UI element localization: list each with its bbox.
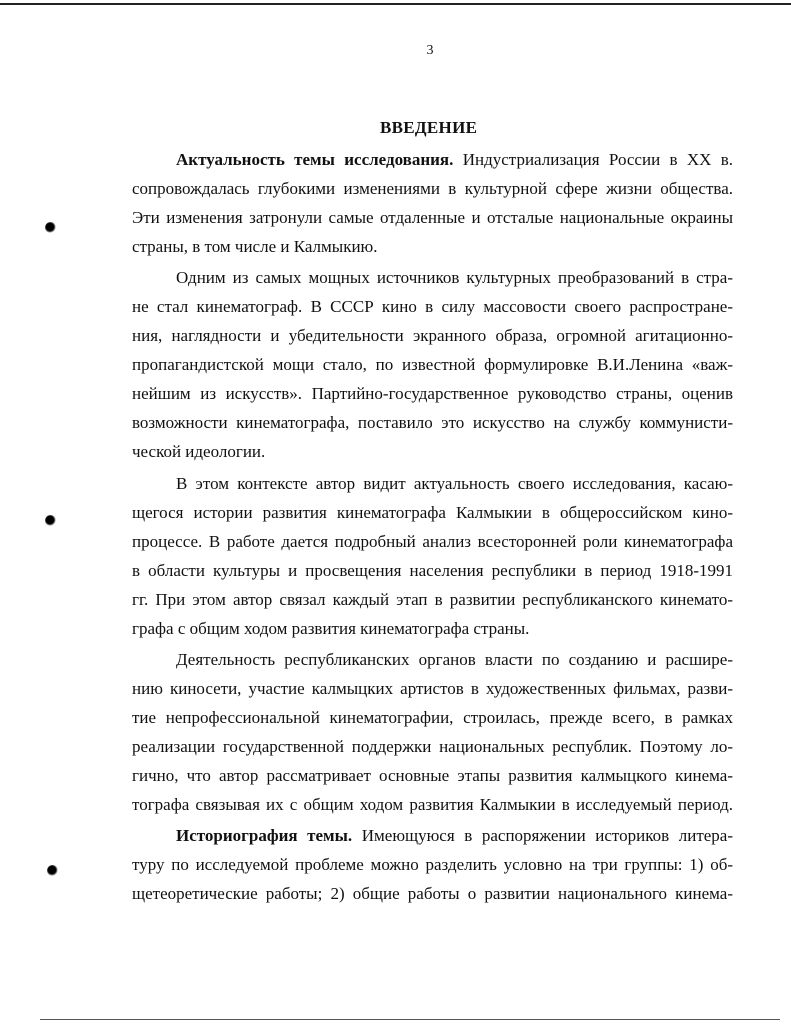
text-line: тие непрофессиональной кинематографии, строилась, прежде всего, в рамках xyxy=(132,708,733,727)
text-line: ния, наглядности и убедительности экранного образа, огромной агитационно- xyxy=(132,326,733,345)
top-border xyxy=(0,3,791,5)
text-line: туру по исследуемой проблеме можно разделить условно на три группы: 1) об- xyxy=(132,855,733,874)
punch-hole-icon xyxy=(45,222,56,233)
text-line: нейшим из искусств». Партийно-государственное руководство страны, оценив xyxy=(132,384,733,403)
text-line: Историография темы. Имеющуюся в распоряжении историков литера- xyxy=(176,826,733,845)
punch-hole-icon xyxy=(47,865,58,876)
historiography-label: Историография темы. xyxy=(176,826,353,845)
page-number: 3 xyxy=(426,43,434,58)
text-line: в области культуры и просвещения населения республики в период 1918-1991 xyxy=(132,561,733,580)
bottom-border xyxy=(40,1019,780,1020)
text-line: Эти изменения затронули самые отдаленные и отсталые национальные окраины xyxy=(132,208,733,227)
text-line: Актуальность темы исследования. Индустриализация России в XX в. xyxy=(176,150,734,169)
text-line: щетеоретические работы; 2) общие работы о развитии национального кинема- xyxy=(132,884,733,903)
text-line: гг. При этом автор связал каждый этап в развитии республиканского кинемато- xyxy=(132,590,733,609)
punch-hole-icon xyxy=(45,515,56,526)
text-line: щегося истории развития кинематографа Калмыкии в общероссийском кино- xyxy=(132,503,733,522)
text-line: Одним из самых мощных источников культурных преобразований в стра- xyxy=(176,268,733,287)
text-line: процессе. В работе дается подробный анализ всесторонней роли кинематографа xyxy=(132,532,733,551)
text-line: графа с общим ходом развития кинематографа страны. xyxy=(132,619,530,638)
text-line: нию киносети, участие калмыцких артистов в художественных фильмах, разви- xyxy=(132,679,733,698)
text-line: В этом контексте автор видит актуальность своего исследования, касаю- xyxy=(176,474,733,493)
text-line: ческой идеологии. xyxy=(132,442,266,461)
text-line: не стал кинематограф. В СССР кино в силу массовости своего распростране- xyxy=(132,297,733,316)
text-line: пропагандистской мощи стало, по известной формулировке В.И.Ленина «важ- xyxy=(132,355,733,374)
text-line: тографа связывая их с общим ходом развития Калмыкии в исследуемый период. xyxy=(132,795,733,814)
text-line: возможности кинематографа, поставило это искусство на службу коммунисти- xyxy=(132,413,733,432)
text-line: гично, что автор рассматривает основные этапы развития калмыцкого кинема- xyxy=(132,766,733,785)
section-heading: ВВЕДЕНИЕ xyxy=(380,118,478,137)
text-line: сопровождалась глубокими изменениями в культурной сфере жизни общества. xyxy=(132,179,733,198)
text-line: реализации государственной поддержки национальных республик. Поэтому ло- xyxy=(132,737,733,756)
relevance-label: Актуальность темы исследования. xyxy=(176,150,454,169)
text-line: страны, в том числе и Калмыкию. xyxy=(132,237,378,256)
text-line: Деятельность республиканских органов власти по созданию и расшире- xyxy=(176,650,733,669)
